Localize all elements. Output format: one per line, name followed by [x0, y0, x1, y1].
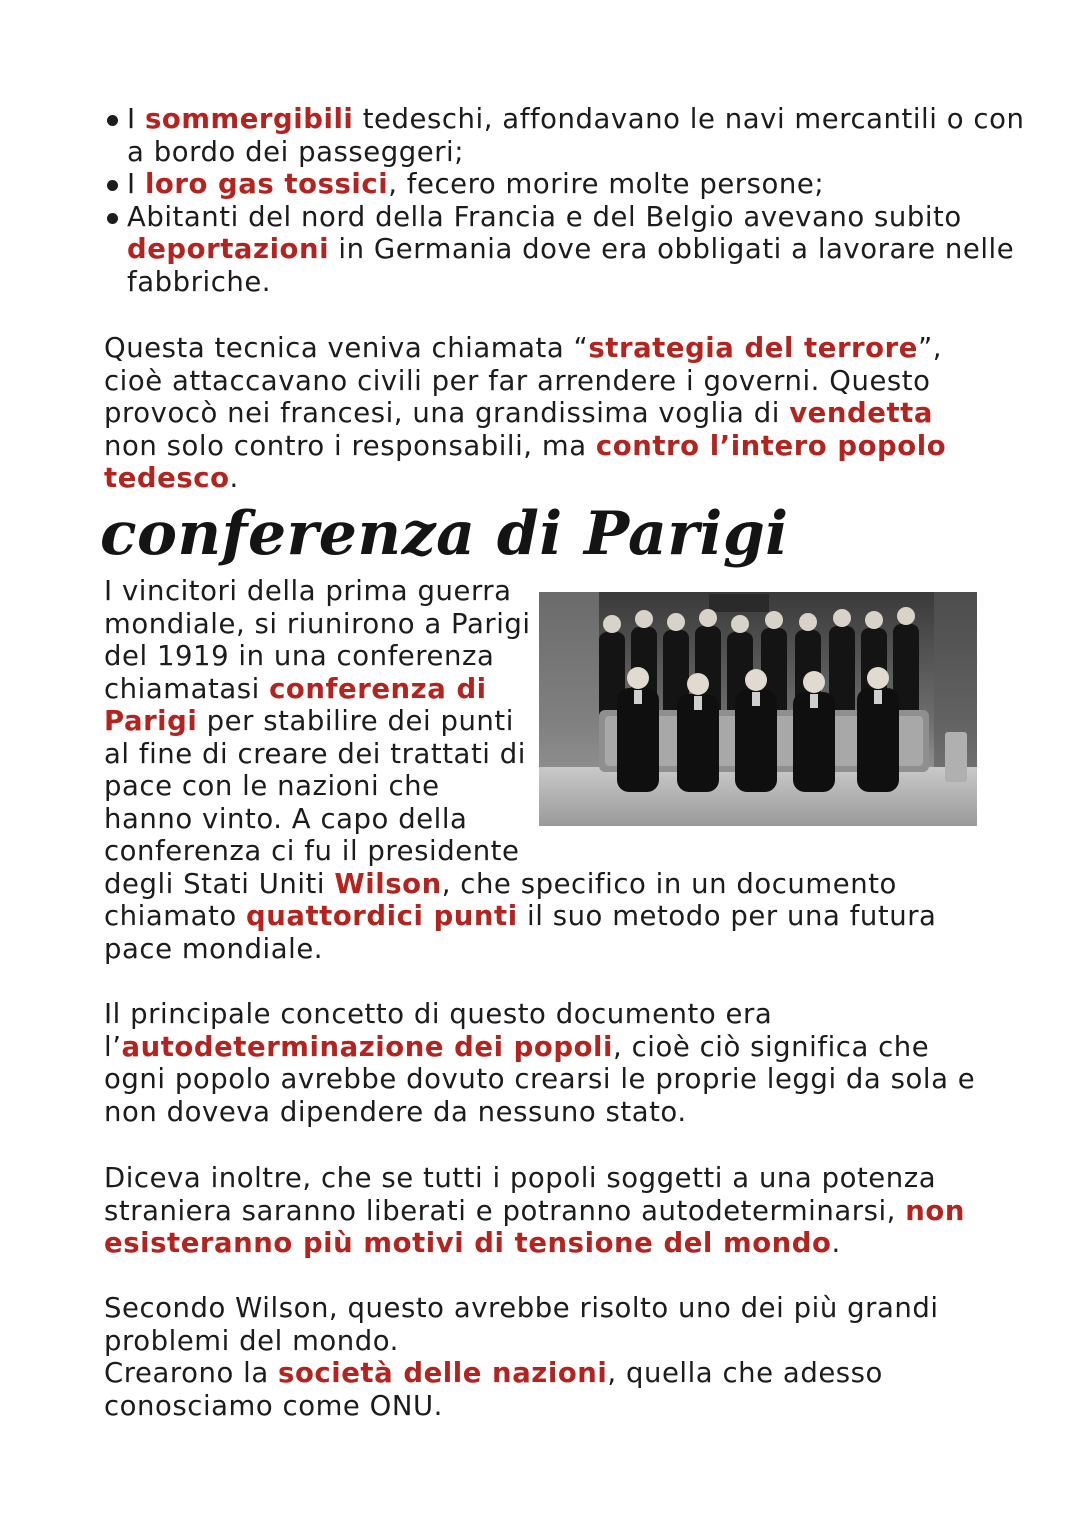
highlight-term: Wilson [334, 867, 442, 900]
bullet-item: Abitanti del nord della Francia e del Belgio avevano subito deportazioni in Germania dove era obbligati a lavorare nelle fabbriche. [127, 201, 1027, 299]
paragraph-conference: I vincitori della prima guerra mondiale, si riunirono a Parigi del 1919 in una conferenza chiamatasi conferenza di Parigi per stabilire dei punti al fine di creare dei trattati di pace con le nazioni che hanno vinto. A capo della conferenza ci fu il presidente degli Stati Uniti Wilson, che specifico in un documento chiamato quattordici punti il suo metodo per una futura pace mondiale. [104, 575, 937, 965]
highlight-term: quattordici punti [245, 900, 518, 932]
bullet-item: I loro gas tossici, fecero morire molte persone; [127, 168, 1027, 201]
highlight-term: contro l’intero popolo tedesco [104, 429, 947, 494]
highlight-term: strategia del terrore [588, 332, 918, 364]
highlight-term: non esisteranno più motivi di tensione del mondo [104, 1194, 965, 1259]
highlight-term: loro gas tossici [144, 168, 389, 200]
paragraph-league-of-nations: Secondo Wilson, questo avrebbe risolto uno dei più grandi problemi del mondo. Crearono la società delle nazioni, quella che adesso conosciamo come ONU. [104, 1292, 939, 1422]
paragraph-tension: Diceva inoltre, che se tutti i popoli soggetti a una potenza straniera saranno liberati e potranno autodeterminarsi, non esisteranno più motivi di tensione del mondo. [104, 1162, 965, 1259]
highlight-term: deportazioni [127, 233, 330, 265]
highlight-term: vendetta [789, 397, 933, 429]
highlight-term: autodeterminazione dei popoli [121, 1030, 613, 1063]
bullet-list [106, 103, 1027, 298]
paragraph-self-determination: Il principale concetto di questo documento era l’autodeterminazione dei popoli, cioè ciò significa che ogni popolo avrebbe dovuto crearsi le proprie leggi da sola e non doveva dipendere da nessuno stato. [104, 998, 976, 1128]
highlight-term: conferenza di Parigi [104, 672, 487, 737]
highlight-term: sommergibili [144, 103, 354, 135]
paragraph-strategy: Questa tecnica veniva chiamata “strategia del terrore”, cioè attaccavano civili per far arrendere i governi. Questo provocò nei francesi, una grandissima voglia di vendetta non solo contro i responsabili, ma contro l’intero popolo tedesco. [104, 332, 947, 494]
bullet-item: I sommergibili tedeschi, affondavano le navi mercantili o con a bordo dei passeggeri; [127, 103, 1027, 168]
highlight-term: società delle nazioni [278, 1357, 608, 1389]
section-title: conferenza di Parigi [100, 499, 789, 569]
